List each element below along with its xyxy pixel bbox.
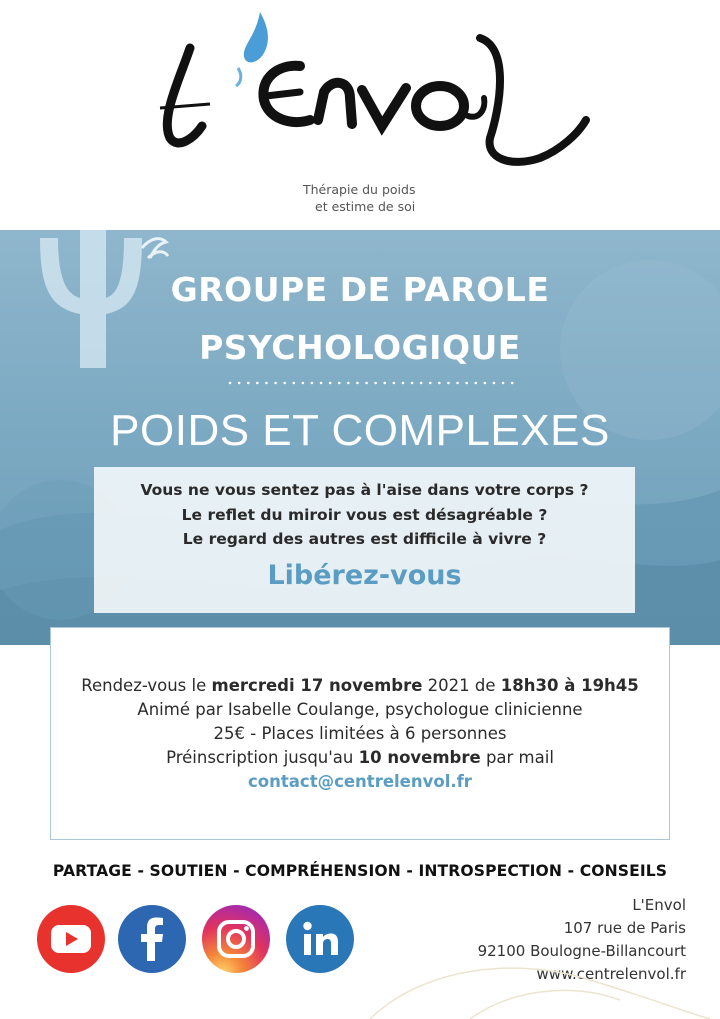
- event-date: mercredi 17 novembre: [211, 676, 423, 695]
- tagline: [303, 181, 415, 215]
- dotted-divider: [228, 380, 520, 386]
- youtube-icon: [37, 905, 105, 973]
- address-street: 107 rue de Paris: [563, 919, 686, 937]
- registration-line: [51, 748, 669, 767]
- event-date-line: [51, 676, 669, 695]
- address-name: L'Envol: [632, 896, 686, 914]
- title-line-2: PSYCHOLOGIQUE: [199, 328, 521, 367]
- tagline-line-2: et estime de soi: [315, 199, 416, 214]
- facebook-icon: [118, 905, 186, 973]
- subtitle: POIDS ET COMPLEXES: [110, 406, 610, 455]
- instagram-link[interactable]: [202, 905, 270, 973]
- date-prefix: Rendez-vous le: [81, 676, 212, 695]
- tagline-line-1: Thérapie du poids: [303, 182, 416, 197]
- contact-email-link[interactable]: contact@centrelenvol.fr: [248, 772, 472, 791]
- linkedin-icon: [286, 905, 354, 973]
- website-link[interactable]: www.centrelenvol.fr: [536, 965, 686, 983]
- date-middle: 2021 de: [422, 676, 501, 695]
- banner: [0, 230, 720, 645]
- registration-suffix: par mail: [480, 748, 554, 767]
- registration-deadline: 10 novembre: [358, 748, 481, 767]
- header: [0, 0, 720, 230]
- instagram-icon: [202, 905, 270, 973]
- event-time: 18h30 à 19h45: [500, 676, 639, 695]
- registration-prefix: Préinscription jusqu'au: [166, 748, 359, 767]
- price-line: 25€ - Places limitées à 6 personnes: [213, 724, 507, 743]
- youtube-link[interactable]: [37, 905, 105, 973]
- facilitator-line: Animé par Isabelle Coulange, psychologue clinicienne: [137, 700, 583, 719]
- event-info-box: [50, 627, 670, 840]
- values-line: PARTAGE - SOUTIEN - COMPRÉHENSION - INTROSPECTION - CONSEILS: [52, 862, 668, 880]
- title-line-1: GROUPE DE PAROLE: [170, 270, 550, 309]
- address-city: 92100 Boulogne-Billancourt: [477, 942, 686, 960]
- question-2: Le reflet du miroir vous est désagréable ?: [181, 506, 548, 524]
- facebook-link[interactable]: [118, 905, 186, 973]
- linkedin-link[interactable]: [286, 905, 354, 973]
- envol-logo: [150, 8, 590, 178]
- question-3: Le regard des autres est difficile à vivre ?: [182, 530, 547, 548]
- cta-liberez-vous: Libérez-vous: [267, 560, 462, 591]
- questions-box: [94, 467, 635, 613]
- decorative-arc: [360, 960, 720, 1019]
- question-1: Vous ne vous sentez pas à l'aise dans votre corps ?: [140, 481, 589, 499]
